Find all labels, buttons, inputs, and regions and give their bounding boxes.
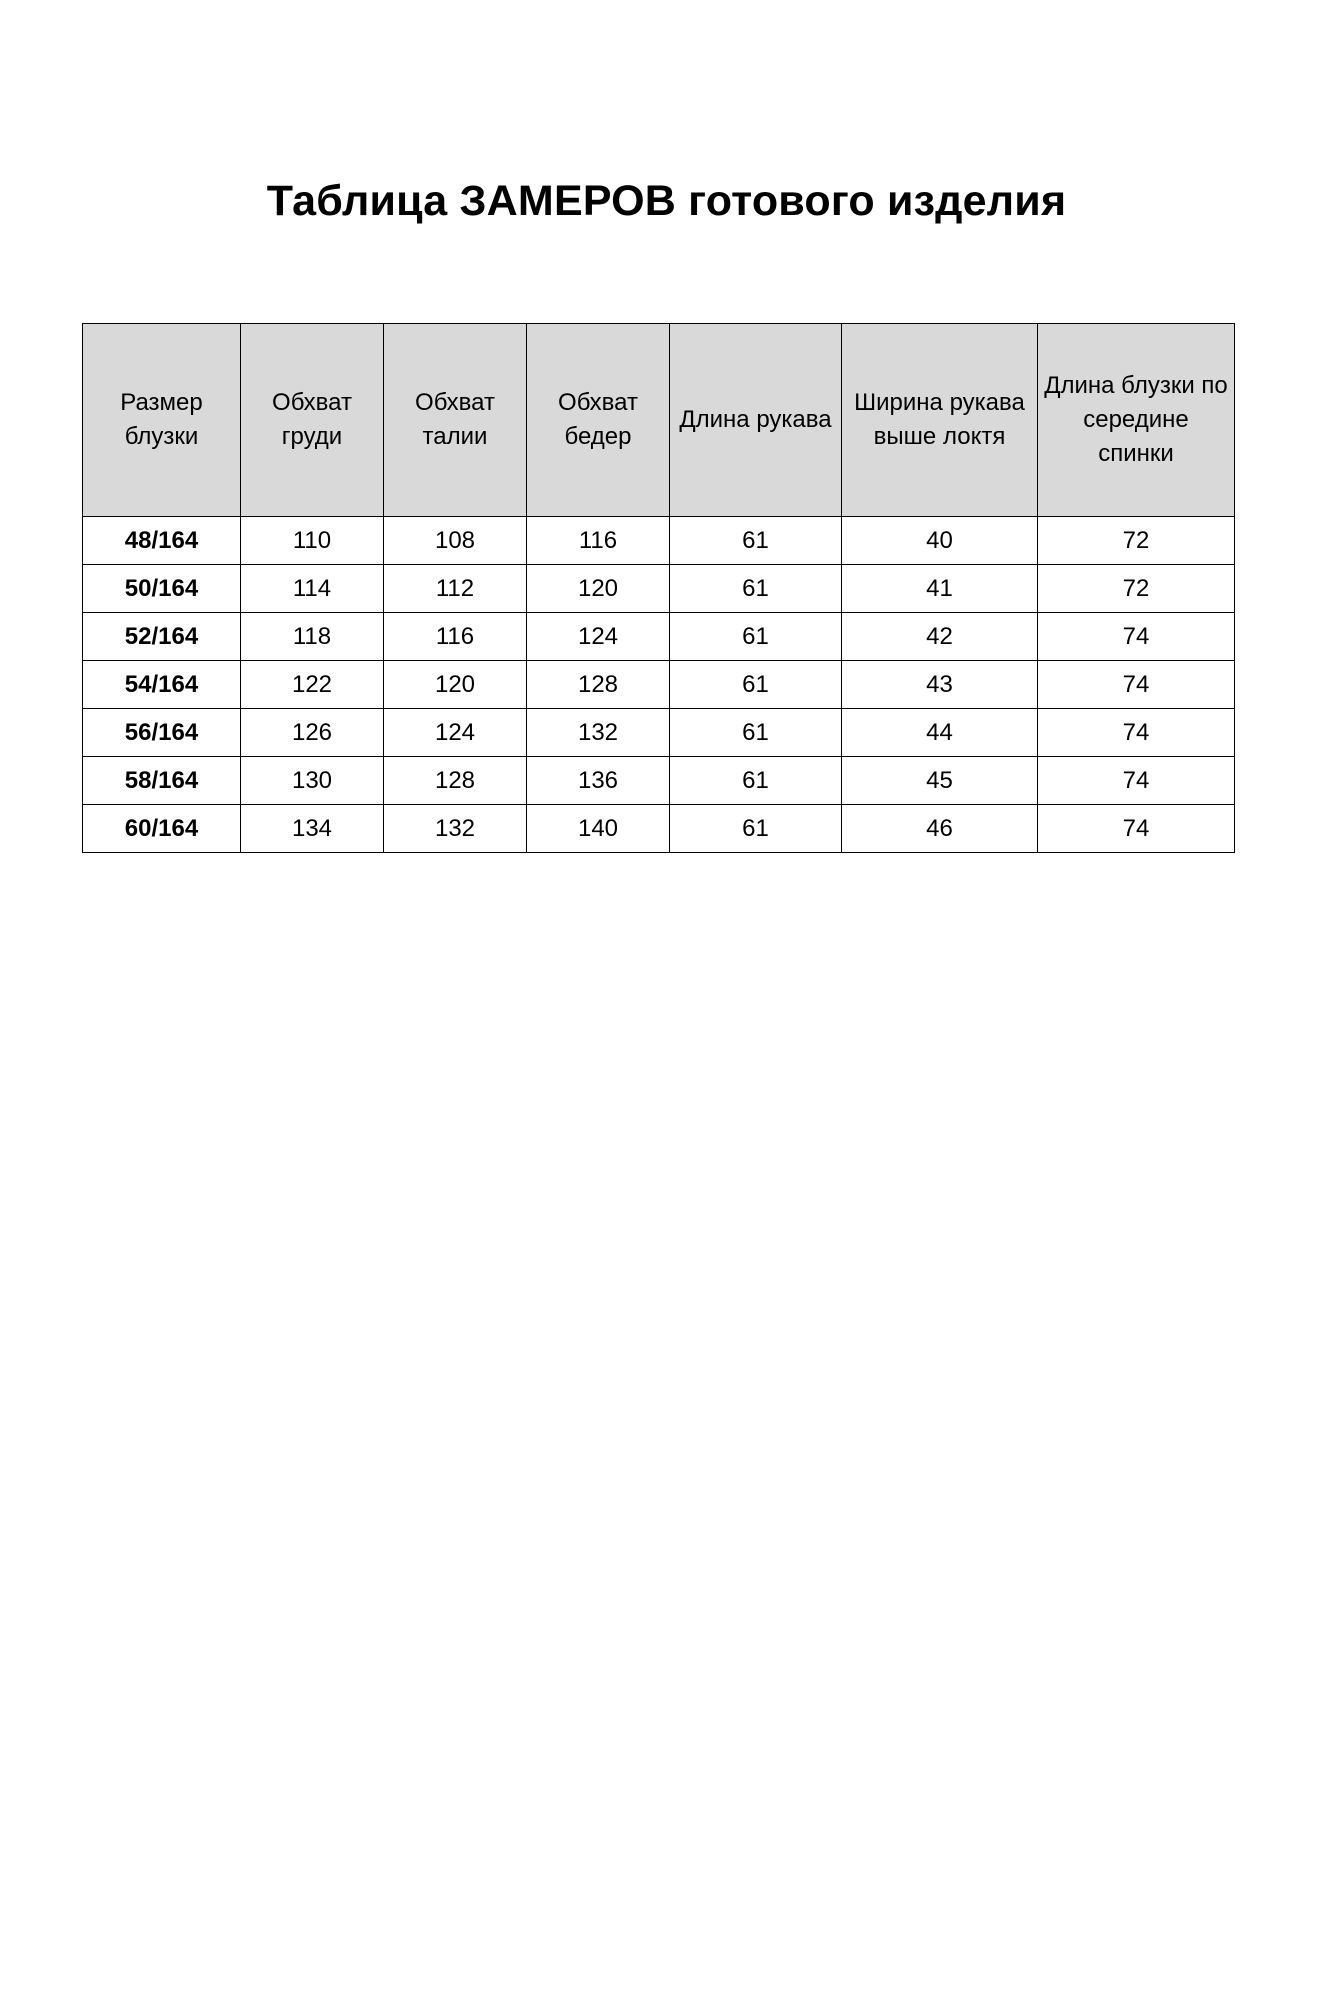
- column-header-size: Размер блузки: [83, 324, 241, 517]
- table-row: [83, 805, 1235, 853]
- cell-sleeve-width: 43: [842, 661, 1038, 709]
- cell-bust: 114: [241, 565, 384, 613]
- cell-sleeve-length: 61: [670, 565, 842, 613]
- cell-sleeve-width: 41: [842, 565, 1038, 613]
- table-row: [83, 565, 1235, 613]
- cell-sleeve-length: 61: [670, 517, 842, 565]
- cell-bust: 122: [241, 661, 384, 709]
- table-row: [83, 613, 1235, 661]
- measurements-table-container: [0, 323, 1333, 853]
- cell-sleeve-width: 44: [842, 709, 1038, 757]
- cell-waist: 108: [384, 517, 527, 565]
- table-row: [83, 517, 1235, 565]
- measurements-table: [82, 323, 1235, 853]
- cell-size: 52/164: [83, 613, 241, 661]
- cell-waist: 116: [384, 613, 527, 661]
- cell-hips: 124: [527, 613, 670, 661]
- cell-waist: 120: [384, 661, 527, 709]
- cell-sleeve-width: 40: [842, 517, 1038, 565]
- table-body: [83, 517, 1235, 853]
- cell-size: 50/164: [83, 565, 241, 613]
- cell-back-length: 74: [1038, 757, 1235, 805]
- cell-sleeve-width: 45: [842, 757, 1038, 805]
- cell-hips: 116: [527, 517, 670, 565]
- cell-bust: 118: [241, 613, 384, 661]
- table-row: [83, 661, 1235, 709]
- cell-sleeve-length: 61: [670, 661, 842, 709]
- table-row: [83, 709, 1235, 757]
- cell-hips: 128: [527, 661, 670, 709]
- cell-size: 60/164: [83, 805, 241, 853]
- column-header-sleeve-length: Длина рукава: [670, 324, 842, 517]
- cell-hips: 136: [527, 757, 670, 805]
- cell-bust: 126: [241, 709, 384, 757]
- column-header-sleeve-width: Ширина рукава выше локтя: [842, 324, 1038, 517]
- cell-size: 48/164: [83, 517, 241, 565]
- cell-sleeve-length: 61: [670, 805, 842, 853]
- cell-bust: 110: [241, 517, 384, 565]
- page-title: Таблица ЗАМЕРОВ готового изделия: [266, 177, 1067, 225]
- cell-size: 54/164: [83, 661, 241, 709]
- cell-waist: 132: [384, 805, 527, 853]
- cell-size: 56/164: [83, 709, 241, 757]
- cell-sleeve-length: 61: [670, 709, 842, 757]
- cell-sleeve-width: 46: [842, 805, 1038, 853]
- cell-bust: 130: [241, 757, 384, 805]
- cell-waist: 112: [384, 565, 527, 613]
- cell-sleeve-width: 42: [842, 613, 1038, 661]
- cell-back-length: 74: [1038, 613, 1235, 661]
- column-header-waist: Обхват талии: [384, 324, 527, 517]
- cell-back-length: 74: [1038, 661, 1235, 709]
- table-header: [83, 324, 1235, 517]
- column-header-bust: Обхват груди: [241, 324, 384, 517]
- cell-hips: 132: [527, 709, 670, 757]
- cell-hips: 140: [527, 805, 670, 853]
- cell-back-length: 74: [1038, 805, 1235, 853]
- cell-waist: 124: [384, 709, 527, 757]
- cell-back-length: 74: [1038, 709, 1235, 757]
- cell-size: 58/164: [83, 757, 241, 805]
- table-row: [83, 757, 1235, 805]
- column-header-back-length: Длина блузки по середине спинки: [1038, 324, 1235, 517]
- cell-sleeve-length: 61: [670, 757, 842, 805]
- table-header-row: [83, 324, 1235, 517]
- column-header-hips: Обхват бедер: [527, 324, 670, 517]
- cell-bust: 134: [241, 805, 384, 853]
- cell-sleeve-length: 61: [670, 613, 842, 661]
- cell-back-length: 72: [1038, 565, 1235, 613]
- cell-waist: 128: [384, 757, 527, 805]
- cell-hips: 120: [527, 565, 670, 613]
- cell-back-length: 72: [1038, 517, 1235, 565]
